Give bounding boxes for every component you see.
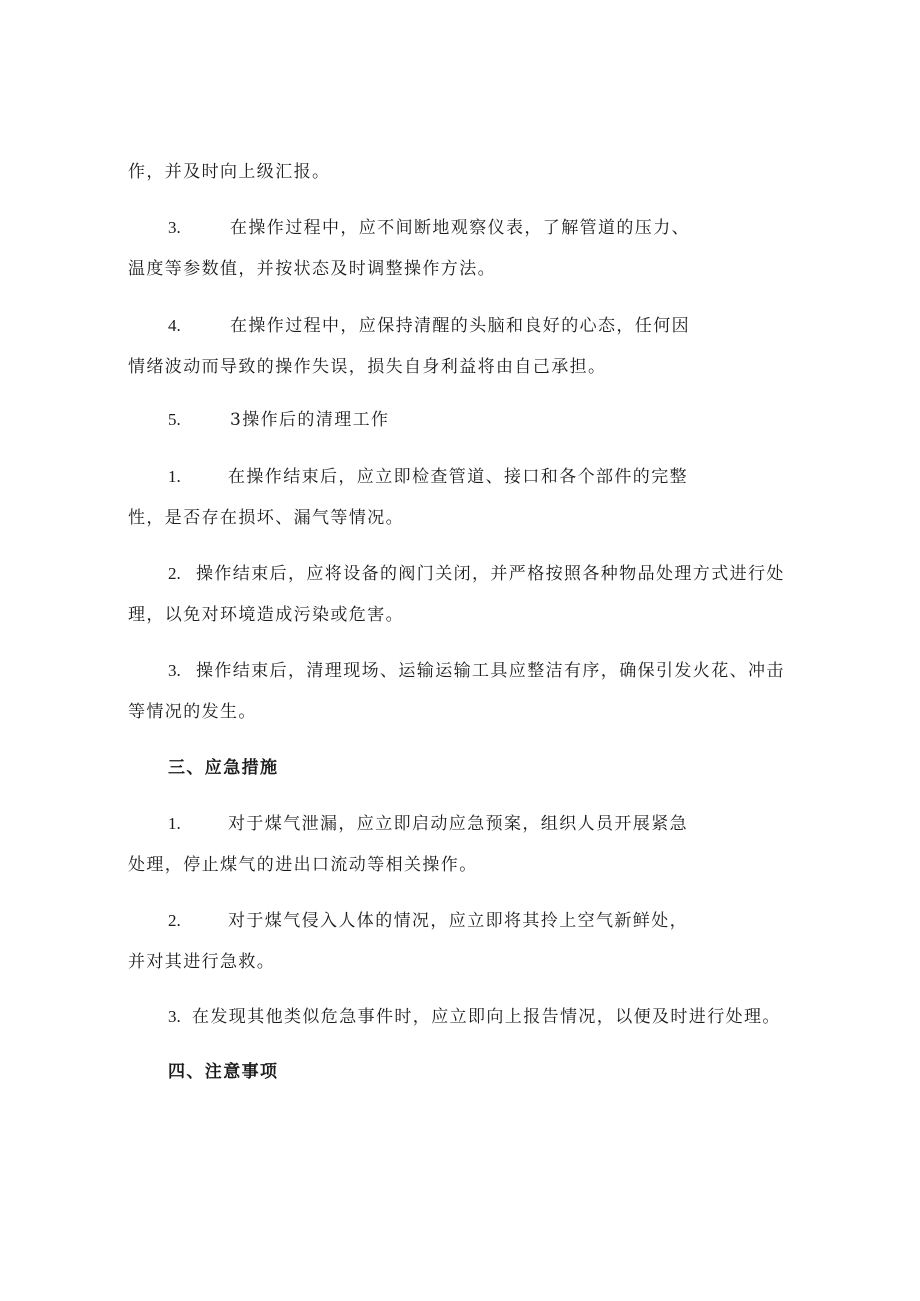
paragraph-text: 并对其进行急救。 xyxy=(128,952,276,972)
list-item-3-line-2 xyxy=(128,257,496,281)
paragraph-text: 在发现其他类似危急事件时，应立即向上报告情况，以便及时进行处理。 xyxy=(192,1007,781,1027)
list-item-5 xyxy=(168,408,389,432)
emergency-item-1-line-2 xyxy=(128,853,478,877)
paragraph-text: 处理，停止煤气的进出口流动等相关操作。 xyxy=(128,855,478,875)
list-number: 1. xyxy=(168,814,181,833)
cleanup-item-3-line-2 xyxy=(128,700,257,724)
section-title: 三、应急措施 xyxy=(168,758,279,778)
list-number: 1. xyxy=(168,467,181,486)
list-item-3-line-1 xyxy=(168,216,690,240)
list-number: 2. xyxy=(168,911,181,930)
paragraph-text: 操作结束后，应将设备的阀门关闭，并严格按照各种物品处理方式进行处 xyxy=(196,564,785,584)
list-number: 3. xyxy=(168,218,181,237)
paragraph-text: 操作结束后，清理现场、运输运输工具应整洁有序，确保引发火花、冲击 xyxy=(196,661,785,681)
cleanup-item-3-line-1 xyxy=(168,659,785,683)
list-item-4-line-1 xyxy=(168,314,690,338)
list-number: 2. xyxy=(168,564,181,583)
emergency-item-3 xyxy=(168,1005,781,1029)
paragraph-text: 在操作过程中，应不间断地观察仪表，了解管道的压力、 xyxy=(230,218,690,238)
paragraph-text: 对于煤气泄漏，应立即启动应急预案，组织人员开展紧急 xyxy=(228,814,688,834)
list-number: 4. xyxy=(168,316,181,335)
paragraph-text: 温度等参数值，并按状态及时调整操作方法。 xyxy=(128,259,496,279)
cleanup-item-1-line-1 xyxy=(168,465,688,489)
list-item-4-line-2 xyxy=(128,355,606,379)
emergency-item-2-line-2 xyxy=(128,950,275,974)
list-number: 5. xyxy=(168,410,181,429)
paragraph-text: 性，是否存在损坏、漏气等情况。 xyxy=(128,508,404,528)
paragraph-text: 对于煤气侵入人体的情况，应立即将其拎上空气新鲜处， xyxy=(228,911,688,931)
paragraph-text: 在操作过程中，应保持清醒的头脑和良好的心态，任何因 xyxy=(230,316,690,336)
paragraph-text: 作，并及时向上级汇报。 xyxy=(128,162,331,182)
section-heading-notes xyxy=(168,1060,278,1084)
emergency-item-1-line-1 xyxy=(168,812,688,836)
paragraph-text: 理，以免对环境造成污染或危害。 xyxy=(128,605,404,625)
paragraph-text: 等情况的发生。 xyxy=(128,702,257,722)
paragraph-continuation xyxy=(128,160,330,184)
list-number: 3. xyxy=(168,1007,181,1026)
section-heading-emergency xyxy=(168,756,278,780)
emergency-item-2-line-1 xyxy=(168,909,688,933)
paragraph-text: 在操作结束后，应立即检查管道、接口和各个部件的完整 xyxy=(228,467,688,487)
paragraph-text: 情绪波动而导致的操作失误，损失自身利益将由自己承担。 xyxy=(128,357,607,377)
section-title: 四、注意事项 xyxy=(168,1062,279,1082)
cleanup-item-2-line-2 xyxy=(128,603,404,627)
section-subtitle: 3操作后的清理工作 xyxy=(230,410,390,430)
cleanup-item-2-line-1 xyxy=(168,562,785,586)
cleanup-item-1-line-2 xyxy=(128,506,404,530)
list-number: 3. xyxy=(168,661,181,680)
